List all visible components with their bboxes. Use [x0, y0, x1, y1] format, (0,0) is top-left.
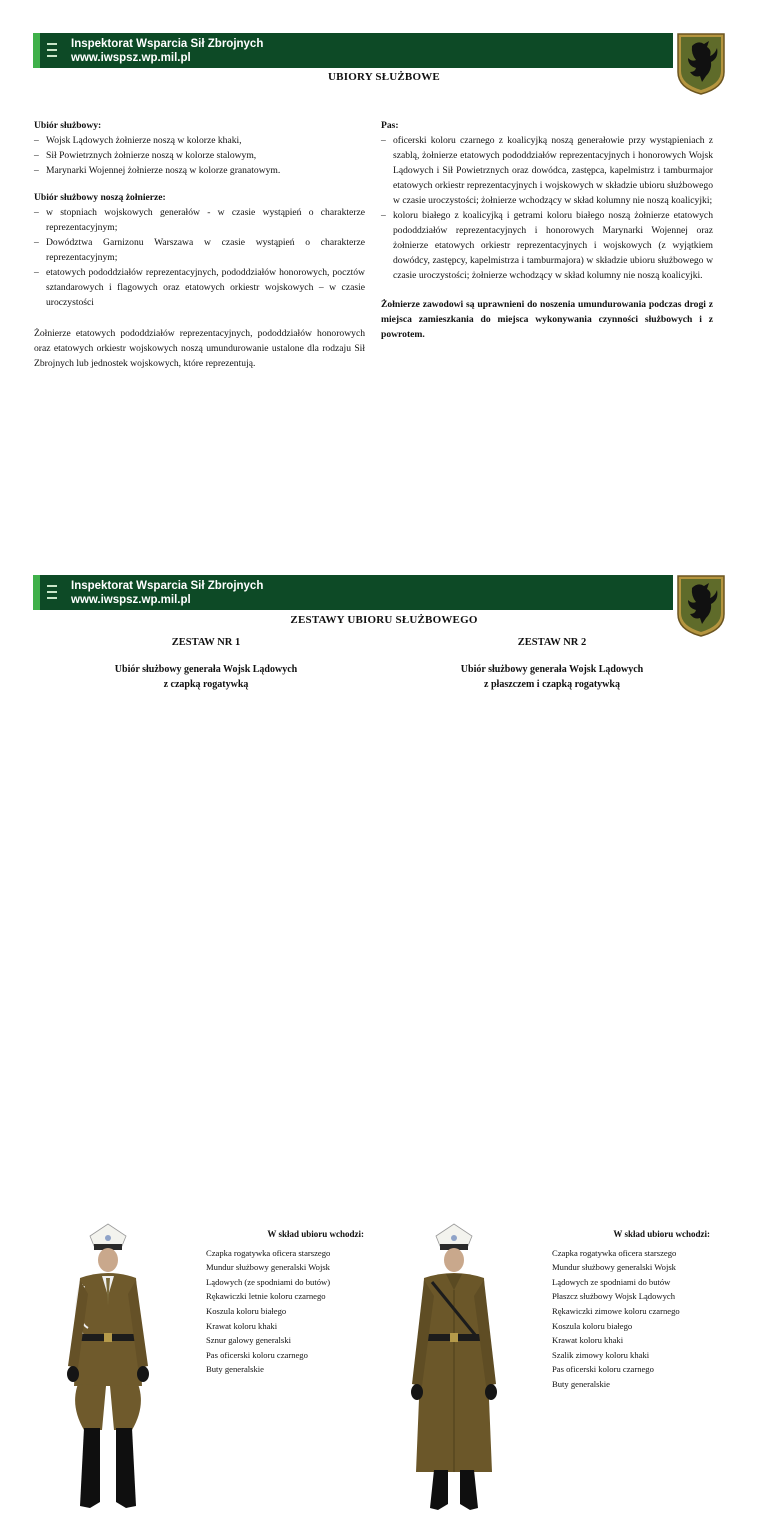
header-org-block: [71, 579, 263, 607]
page-title: ZESTAWY UBIORU SŁUŻBOWEGO: [290, 614, 478, 626]
dash-list: [34, 133, 365, 178]
list-item: – Sił Powietrznych żołnierze noszą w kolorze stalowym,: [34, 148, 365, 163]
items-heading: W skład ubioru wchodzi:: [267, 1229, 364, 1239]
section-belt: [381, 118, 713, 283]
list-item: Buty generalskie: [552, 1378, 610, 1389]
set-subtitle-line: z płaszczem i czapką rogatywką: [484, 679, 620, 690]
dash-list: [381, 133, 713, 283]
menu-icon: [47, 581, 57, 603]
list-item: Sznur galowy generalski: [206, 1335, 291, 1346]
items-heading: W skład ubioru wchodzi:: [613, 1229, 710, 1239]
list-item: – oficerski koloru czarnego z koalicyjką noszą generałowie przy wystąpieniach z szablą, żołnierze etatowych pododdziałów reprezentacyjnych i honorowych Wojsk Lądowych i Sił Powietrznych oraz dowódca, zastępca, kapelmistrz i tamburmajor etatowych orkiestr reprezentacyjnych i wojskowych w składzie ubioru służbowego w czasie uroczystości; żołnierze wchodzący w skład kolumny nie noszą koalicyjki;: [381, 133, 713, 208]
right-column: [381, 118, 713, 342]
dash-list: [34, 205, 365, 310]
header-org-name: Inspektorat Wsparcia Sił Zbrojnych: [71, 38, 264, 50]
list-item: Czapka rogatywka oficera starszego: [206, 1247, 331, 1258]
list-item: – Dowództwa Garnizonu Warszawa w czasie wystąpień o charakterze reprezentacyjnym;: [34, 235, 365, 265]
menu-icon: [47, 39, 57, 61]
page-uniform-sets: [0, 512, 768, 1389]
uniform-set-1: [36, 637, 376, 692]
left-column: [34, 118, 365, 371]
set-title: ZESTAW NR 1: [171, 637, 241, 648]
list-item: Krawat koloru khaki: [206, 1320, 278, 1331]
section-title: Pas:: [381, 120, 399, 131]
list-item: Koszula koloru białego: [552, 1320, 633, 1331]
list-item: Rękawiczki letnie koloru czarnego: [206, 1291, 326, 1302]
general-coat-figure-icon: [396, 1216, 511, 1516]
header-banner: [33, 33, 673, 68]
list-item: Rękawiczki zimowe koloru czarnego: [552, 1305, 680, 1316]
professional-soldiers-paragraph: Żołnierze zawodowi są uprawnieni do noszenia umundurowania podczas drogi z miejsca zamieszkania do miejsca wykonywania czynności służbowych i z powrotem.: [381, 299, 713, 340]
set-subtitle: [36, 662, 376, 692]
header-accent-stripe: [33, 33, 40, 68]
list-item: – etatowych pododdziałów reprezentacyjnych, pododdziałów honorowych, pocztów sztandarowych i flagowych oraz etatowych orkiestr wojskowych – w czasie uroczystości: [34, 265, 365, 310]
griffin-crest-icon: [676, 574, 726, 637]
header-url[interactable]: www.iwspsz.wp.mil.pl: [71, 52, 191, 64]
list-item: Mundur służbowy generalski Wojsk: [552, 1262, 676, 1273]
representative-units-paragraph: Żołnierze etatowych pododdziałów reprezentacyjnych, pododdziałów honorowych oraz etatowych orkiestr wojskowych noszą umundurowanie ustalone dla rodzaju Sił Zbrojnych lub jednostek wojskowych, które reprezentują.: [34, 328, 365, 369]
set-subtitle-line: Ubiór służbowy generała Wojsk Lądowych: [114, 664, 298, 675]
list-item: Czapka rogatywka oficera starszego: [552, 1247, 677, 1258]
set-subtitle-line: z czapką rogatywką: [163, 679, 249, 690]
list-item: Pas oficerski koloru czarnego: [206, 1349, 308, 1360]
list-item: – Marynarki Wojennej żołnierze noszą w kolorze granatowym.: [34, 163, 365, 178]
section-uniform-colors: [34, 118, 365, 178]
list-item: Pas oficerski koloru czarnego: [552, 1364, 654, 1375]
header-url[interactable]: www.iwspsz.wp.mil.pl: [71, 594, 191, 606]
list-item: Koszula koloru białego: [206, 1305, 287, 1316]
list-item: – Wojsk Lądowych żołnierze noszą w kolorze khaki,: [34, 133, 365, 148]
list-item: – w stopniach wojskowych generałów - w czasie wystąpień o charakterze reprezentacyjnym;: [34, 205, 365, 235]
section-title: Ubiór służbowy noszą żołnierze:: [34, 192, 166, 203]
list-item: Szalik zimowy koloru khaki: [552, 1349, 650, 1360]
list-item: Krawat koloru khaki: [552, 1335, 624, 1346]
set-subtitle-line: Ubiór służbowy generała Wojsk Lądowych: [460, 664, 644, 675]
list-item: Lądowych (ze spodniami do butów): [206, 1276, 331, 1287]
griffin-crest-icon: [676, 32, 726, 95]
list-item: Lądowych ze spodniami do butów: [552, 1276, 671, 1287]
section-title: Ubiór służbowy:: [34, 120, 102, 131]
page-title: UBIORY SŁUŻBOWE: [328, 71, 440, 83]
list-item: Płaszcz służbowy Wojsk Lądowych: [552, 1291, 676, 1302]
page-uniforms: [0, 0, 768, 512]
header-banner: [33, 575, 673, 610]
set-subtitle: [382, 662, 722, 692]
set-1-items: [206, 1227, 376, 1377]
header-org-name: Inspektorat Wsparcia Sił Zbrojnych: [71, 580, 264, 592]
general-uniform-figure-icon: [50, 1216, 165, 1516]
set-2-items: [552, 1227, 722, 1392]
list-item: Buty generalskie: [206, 1364, 264, 1375]
section-who-wears: [34, 190, 365, 310]
header-org-block: [71, 37, 263, 65]
uniform-set-2: [382, 637, 722, 692]
set-title: ZESTAW NR 2: [517, 637, 587, 648]
list-item: Mundur służbowy generalski Wojsk: [206, 1262, 330, 1273]
list-item: – koloru białego z koalicyjką i getrami koloru białego noszą żołnierze etatowych pododdziałów reprezentacyjnych i honorowych Marynarki Wojennej oraz żołnierze etatowych orkiestr reprezentacyjnych i wojskowych (z wyjątkiem dowódcy, zastępcy, kapelmistrza i tamburmajora) w składzie ubioru służbowego w czasie uroczystości; żołnierze wchodzący w skład kolumny nie noszą koalicyjki.: [381, 208, 713, 283]
header-accent-stripe: [33, 575, 40, 610]
